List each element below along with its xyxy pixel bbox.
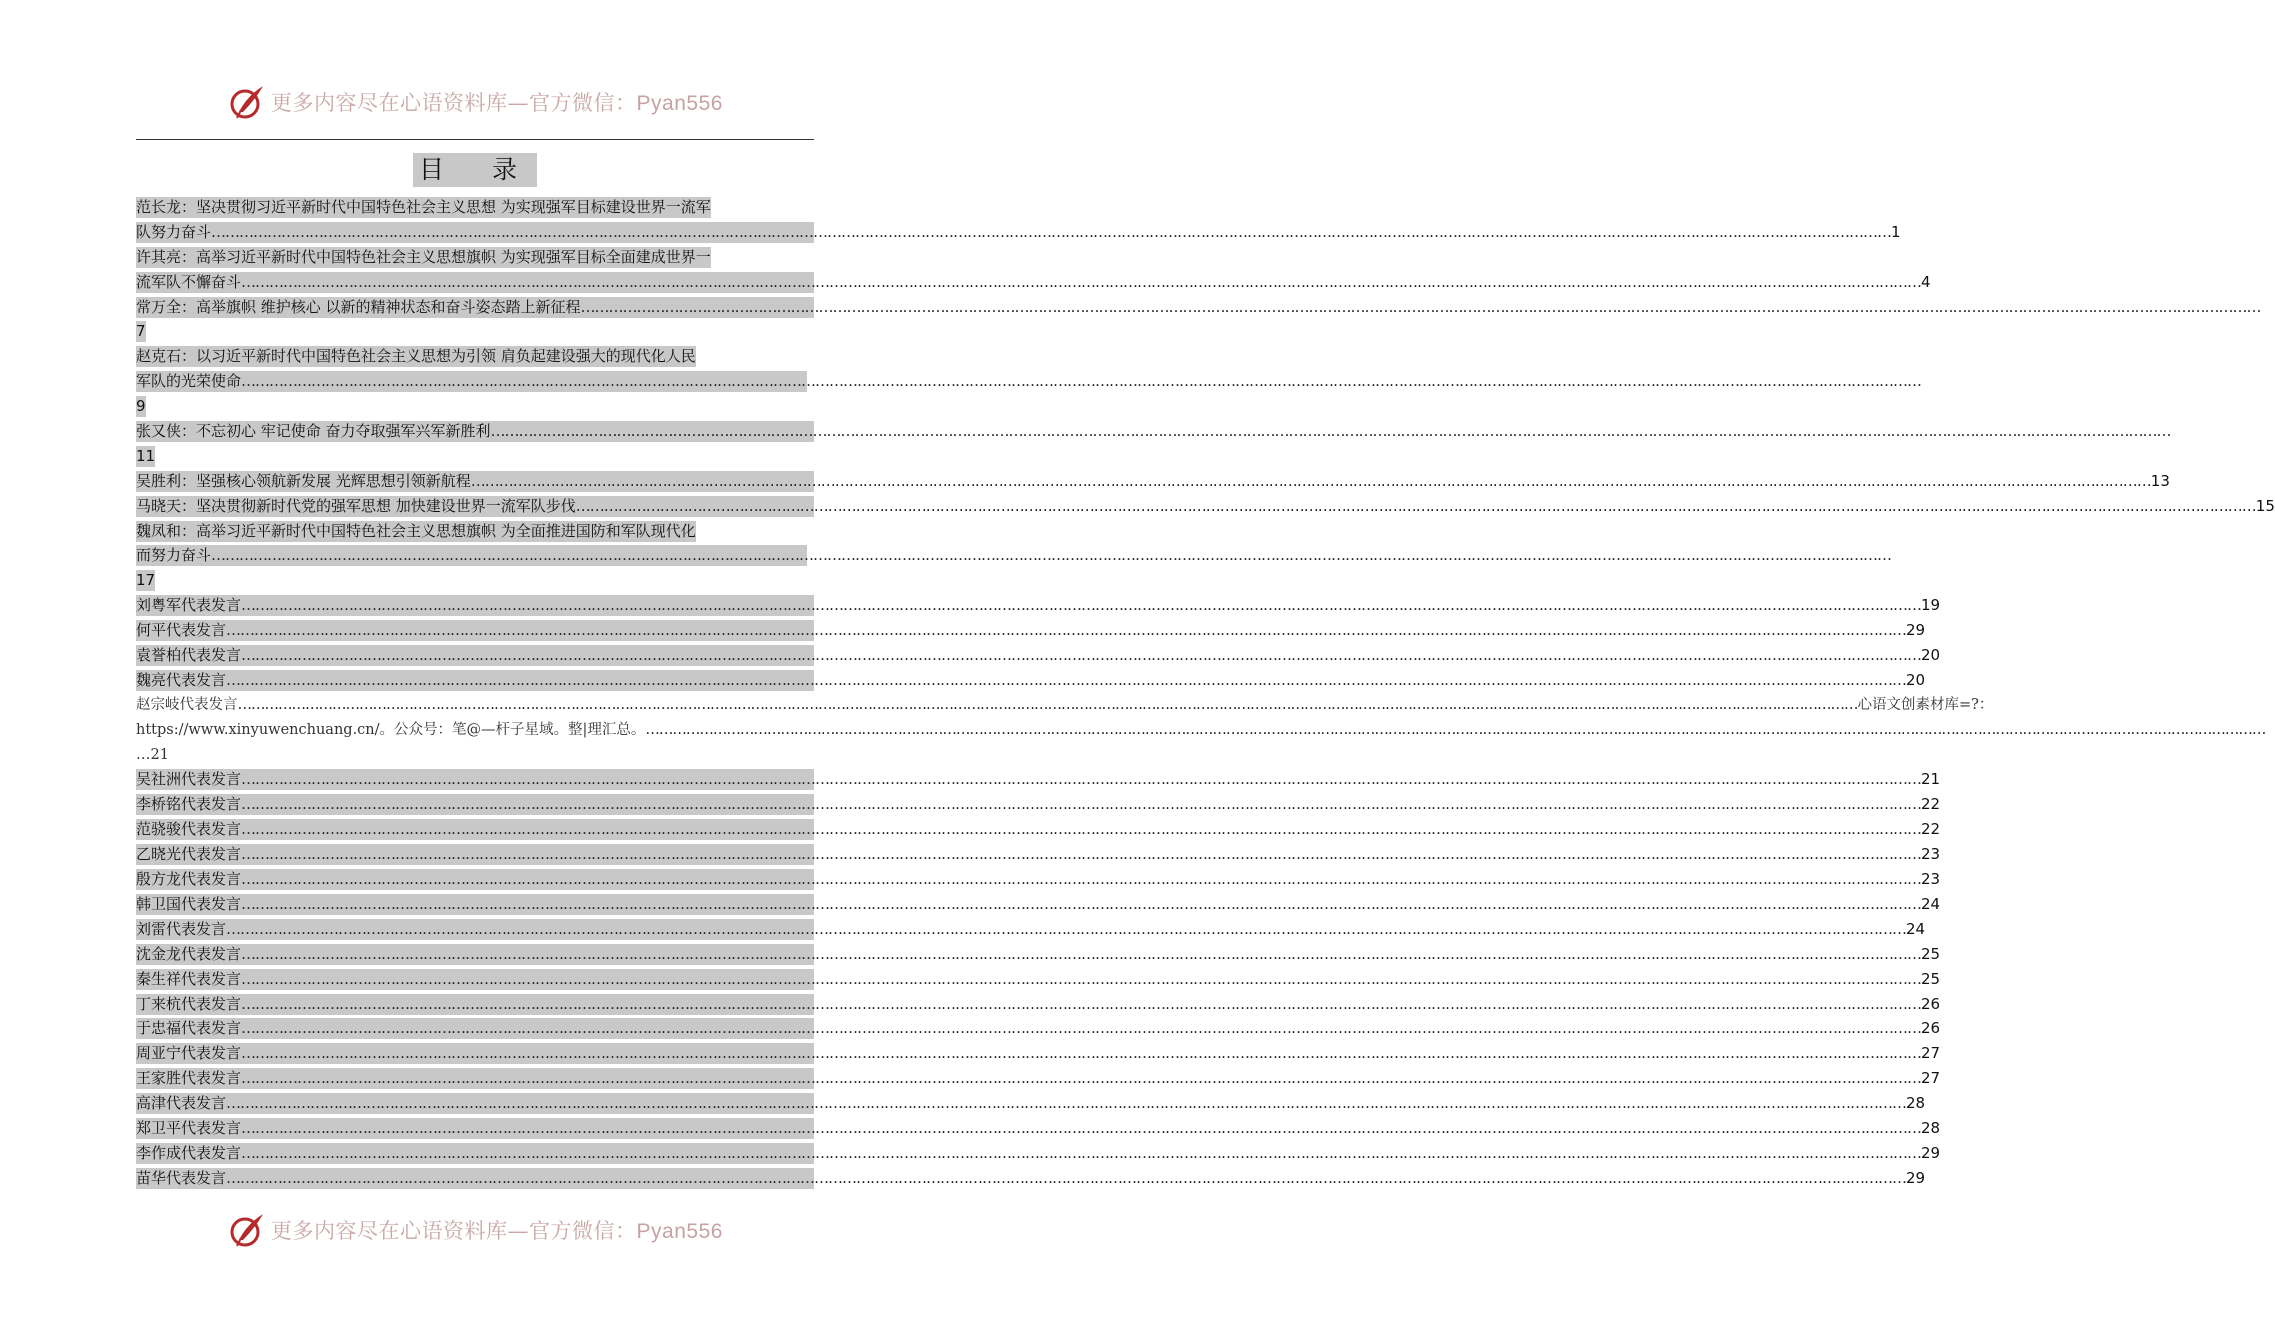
toc-entry-25[interactable] <box>136 1068 1941 1089</box>
toc-line[interactable] <box>136 270 1931 295</box>
toc-entry-21[interactable] <box>136 969 1941 990</box>
toc-entry-17[interactable] <box>136 869 1941 890</box>
toc-page-number[interactable]: 9 <box>136 397 146 416</box>
toc-line[interactable] <box>136 195 814 220</box>
toc-line[interactable] <box>136 643 1941 668</box>
toc-entry-label: 袁誉柏代表发言 <box>136 646 242 665</box>
toc-entry-label: 马晓天：坚决贯彻新时代党的强军思想 加快建设世界一流军队步伐 <box>136 496 576 515</box>
toc-entry-2[interactable] <box>136 297 2261 318</box>
toc-entry-3[interactable] <box>136 371 1922 392</box>
toc-entry-label: 何平代表发言 <box>136 621 227 640</box>
toc-line[interactable] <box>136 892 1941 917</box>
toc-entry-28[interactable] <box>136 1143 1941 1164</box>
leader-dots: ……………………………………………………………………………………………………………………………………………………………………………………………………………………………………………………………………………………………………………………………… <box>241 969 1922 988</box>
toc-entry-20[interactable] <box>136 944 1941 965</box>
toc-page-number: 20 <box>1921 646 1941 665</box>
toc-entry-label[interactable]: 范长龙：坚决贯彻习近平新时代中国特色社会主义思想 为实现强军目标建设世界一流军 <box>136 198 711 216</box>
toc-page-number: 29 <box>1906 621 1926 640</box>
toc-entry-label: 队努力奋斗 <box>136 222 212 241</box>
toc-entry-label: 流军队不懈奋斗 <box>136 272 242 291</box>
toc-page-number: 24 <box>1921 894 1941 913</box>
toc-entry-label[interactable]: 赵克石：以习近平新时代中国特色社会主义思想为引领 肩负起建设强大的现代化人民 <box>136 347 696 366</box>
leader-dots: … <box>136 746 151 763</box>
toc-line[interactable] <box>136 718 2266 743</box>
toc-entry-label: 王家胜代表发言 <box>136 1069 242 1088</box>
quill-logo-icon <box>227 82 267 122</box>
toc-page-number: 26 <box>1921 1019 1941 1038</box>
leader-dots: ……………………………………………………………………………………………………………………………………………………………………………………………………………………………………………………………………………………………………………………………… <box>241 1118 1922 1137</box>
toc-page-number[interactable]: 17 <box>136 571 156 590</box>
toc-entry-8[interactable] <box>136 595 1941 616</box>
toc-page-number: 29 <box>1921 1143 1941 1162</box>
toc-line[interactable] <box>136 1041 1941 1066</box>
toc-line[interactable] <box>136 519 814 544</box>
toc-line[interactable] <box>136 917 1926 942</box>
toc-entry-16[interactable] <box>136 844 1941 865</box>
toc-entry-15[interactable] <box>136 819 1941 840</box>
toc-entry-label: 李作成代表发言 <box>136 1143 242 1162</box>
banner-text: 更多内容尽在心语资料库—官方微信： <box>271 1219 637 1243</box>
table-of-contents <box>136 195 2275 1191</box>
toc-line[interactable] <box>136 668 1926 693</box>
leader-dots: ……………………………………………………………………………………………………………………………………………………………………………………………………………………………………………………………………………………………………………………………… <box>226 919 1907 938</box>
leader-dots: ……………………………………………………………………………………………………………………………………………………………………………………………………………………………………………………………………………………………………………………………… <box>645 721 2266 738</box>
toc-line[interactable] <box>136 967 1941 992</box>
toc-page-number: 22 <box>1921 820 1941 839</box>
toc-line[interactable] <box>136 1116 1941 1141</box>
leader-dots: ……………………………………………………………………………………………………………………………………………………………………………………………………………………………………………………………………………………………………………………………… <box>241 770 1922 789</box>
toc-line[interactable] <box>136 344 814 369</box>
toc-page-number: 1 <box>1891 222 1901 241</box>
toc-line[interactable] <box>136 568 814 593</box>
toc-entry-label: 郑卫平代表发言 <box>136 1118 242 1137</box>
toc-line[interactable] <box>136 767 1941 792</box>
leader-dots: ……………………………………………………………………………………………………………………………………………………………………………………………………………………………………………………………………………………………………………………………… <box>241 272 1922 291</box>
toc-page-number: 21 <box>150 746 169 763</box>
toc-entry-19[interactable] <box>136 919 1926 940</box>
leader-dots: ……………………………………………………………………………………………………………………………………………………………………………………………………………………………………………………………………………………………………………………………… <box>241 372 1922 391</box>
footer-banner <box>0 1210 950 1250</box>
source-note: 心语文创素材库=?： <box>1857 696 1994 713</box>
toc-entry-24[interactable] <box>136 1043 1941 1064</box>
toc-entry-label: 李桥铭代表发言 <box>136 795 242 814</box>
leader-dots: ……………………………………………………………………………………………………………………………………………………………………………………………………………………………………………………………………………………………………………………………… <box>211 546 1892 565</box>
toc-entry-26[interactable] <box>136 1093 1926 1114</box>
toc-entry-label: 刘雷代表发言 <box>136 919 227 938</box>
banner-wechat-id: Pyan556 <box>636 92 723 115</box>
leader-dots: ……………………………………………………………………………………………………………………………………………………………………………………………………………………………………………………………………………………………………………………………… <box>241 845 1922 864</box>
leader-dots: ……………………………………………………………………………………………………………………………………………………………………………………………………………………………………………………………………………………………………………………………… <box>580 297 2261 316</box>
toc-page-number[interactable]: 7 <box>136 322 146 341</box>
toc-line[interactable] <box>136 618 1926 643</box>
toc-entry-12[interactable] <box>136 693 1994 718</box>
header-banner <box>0 82 950 122</box>
leader-dots: ……………………………………………………………………………………………………………………………………………………………………………………………………………………………………………………………………………………………………………………………… <box>226 670 1907 689</box>
toc-entry-label: 赵宗岐代表发言 <box>136 696 238 713</box>
toc-line[interactable] <box>136 1016 1941 1041</box>
toc-page-number: 23 <box>1921 845 1941 864</box>
toc-entry-7[interactable] <box>136 545 1892 566</box>
toc-line[interactable] <box>136 842 1941 867</box>
toc-line[interactable] <box>136 693 1994 718</box>
leader-dots: ……………………………………………………………………………………………………………………………………………………………………………………………………………………………………………………………………………………………………………………………… <box>226 621 1907 640</box>
toc-entry-22[interactable] <box>136 994 1941 1015</box>
toc-entry-13[interactable] <box>136 769 1941 790</box>
toc-page-number: 20 <box>1906 670 1926 689</box>
toc-line[interactable] <box>136 220 1901 245</box>
toc-line[interactable] <box>136 1066 1941 1091</box>
toc-line[interactable] <box>136 494 2275 519</box>
toc-entry-label: 周亚宁代表发言 <box>136 1044 242 1063</box>
toc-page-number: 24 <box>1906 919 1926 938</box>
quill-logo-icon <box>227 1210 267 1250</box>
toc-page-number: 22 <box>1921 795 1941 814</box>
toc-line[interactable] <box>136 743 814 768</box>
source-url: https://www.xinyuwenchuang.cn/。公众号：笔@—杆子星域。整|理汇总。 <box>136 721 646 738</box>
leader-dots: ……………………………………………………………………………………………………………………………………………………………………………………………………………………………………………………………………………………………………………………………… <box>226 1094 1907 1113</box>
toc-line[interactable] <box>136 394 814 419</box>
toc-entry-18[interactable] <box>136 894 1941 915</box>
toc-entry-label: 范骁骏代表发言 <box>136 820 242 839</box>
toc-entry-label: 张又侠：不忘初心 牢记使命 奋力夺取强军兴军新胜利 <box>136 422 491 441</box>
toc-line[interactable] <box>136 1091 1926 1116</box>
leader-dots: ……………………………………………………………………………………………………………………………………………………………………………………………………………………………………………………………………………………………………………………………… <box>226 1168 1907 1187</box>
leader-dots: ……………………………………………………………………………………………………………………………………………………………………………………………………………………………………………………………………………………………………………………………… <box>211 222 1892 241</box>
leader-dots: ……………………………………………………………………………………………………………………………………………………………………………………………………………………………………………………………………………………………………………………………… <box>490 422 2171 441</box>
toc-page-number: 25 <box>1921 944 1941 963</box>
toc-line[interactable] <box>136 319 814 344</box>
toc-entry-29[interactable] <box>136 1168 1926 1189</box>
toc-entry-label: 军队的光荣使命 <box>136 372 242 391</box>
toc-page-number: 21 <box>1921 770 1941 789</box>
toc-entry-continuation <box>136 718 2266 743</box>
toc-line[interactable] <box>136 792 1941 817</box>
toc-entry-label: 高津代表发言 <box>136 1094 227 1113</box>
toc-entry-label: 沈金龙代表发言 <box>136 944 242 963</box>
toc-entry-4[interactable] <box>136 421 2171 442</box>
leader-dots: ……………………………………………………………………………………………………………………………………………………………………………………………………………………………………………………………………………………………………………………………… <box>241 870 1922 889</box>
toc-entry-label: 常万全：高举旗帜 维护核心 以新的精神状态和奋斗姿态踏上新征程 <box>136 297 581 316</box>
toc-page-number: 15 <box>2255 496 2275 515</box>
toc-entry-10[interactable] <box>136 645 1941 666</box>
toc-line[interactable] <box>136 295 2261 320</box>
leader-dots: ……………………………………………………………………………………………………………………………………………………………………………………………………………………………………………………………………………………………………………………………… <box>241 1044 1922 1063</box>
leader-dots: ……………………………………………………………………………………………………………………………………………………………………………………………………………………………………………………………………………………………………………………………… <box>241 1069 1922 1088</box>
toc-line[interactable] <box>136 817 1941 842</box>
toc-page-number: 19 <box>1921 596 1941 615</box>
toc-page-number: 28 <box>1906 1094 1926 1113</box>
toc-line[interactable] <box>136 593 1941 618</box>
leader-dots: ……………………………………………………………………………………………………………………………………………………………………………………………………………………………………………………………………………………………………………………………… <box>241 1143 1922 1162</box>
toc-line[interactable] <box>136 1141 1941 1166</box>
toc-entry-label: 苗华代表发言 <box>136 1168 227 1187</box>
leader-dots: ……………………………………………………………………………………………………………………………………………………………………………………………………………………………………………………………………………………………………………………………… <box>470 471 2151 490</box>
toc-entry-label: 而努力奋斗 <box>136 546 212 565</box>
leader-dots: ……………………………………………………………………………………………………………………………………………………………………………………………………………………………………………………………………………………………………………………………… <box>237 696 1858 713</box>
leader-dots: ……………………………………………………………………………………………………………………………………………………………………………………………………………………………………………………………………………………………………………………………… <box>241 646 1922 665</box>
toc-page-number: 27 <box>1921 1044 1941 1063</box>
toc-entry-9[interactable] <box>136 620 1926 641</box>
leader-dots: ……………………………………………………………………………………………………………………………………………………………………………………………………………………………………………………………………………………………………………………………… <box>575 496 2256 515</box>
toc-page-number: 23 <box>1921 870 1941 889</box>
toc-entry-label: 吴胜利：坚强核心领航新发展 光辉思想引领新航程 <box>136 471 471 490</box>
toc-page-number: 29 <box>1906 1168 1926 1187</box>
toc-line[interactable] <box>136 469 2170 494</box>
toc-entry-label: 丁来杭代表发言 <box>136 994 242 1013</box>
toc-entry-label: 秦生祥代表发言 <box>136 969 242 988</box>
toc-page-number: 26 <box>1921 994 1941 1013</box>
toc-line[interactable] <box>136 1166 1926 1191</box>
toc-page-number: 28 <box>1921 1118 1941 1137</box>
leader-dots: ……………………………………………………………………………………………………………………………………………………………………………………………………………………………………………………………………………………………………………………………… <box>241 795 1922 814</box>
toc-entry-5[interactable] <box>136 471 2170 492</box>
toc-entry-label: 于忠福代表发言 <box>136 1019 242 1038</box>
toc-entry-11[interactable] <box>136 670 1926 691</box>
toc-entry-label: 刘粤军代表发言 <box>136 596 242 615</box>
banner-wechat-id: Pyan556 <box>636 1220 723 1243</box>
toc-entry-27[interactable] <box>136 1118 1941 1139</box>
toc-line[interactable] <box>136 245 814 270</box>
toc-page-number: 27 <box>1921 1069 1941 1088</box>
leader-dots: ……………………………………………………………………………………………………………………………………………………………………………………………………………………………………………………………………………………………………………………………… <box>241 994 1922 1013</box>
header-rule <box>136 139 814 140</box>
toc-page-number: 25 <box>1921 969 1941 988</box>
toc-entry-6[interactable] <box>136 496 2275 517</box>
toc-line[interactable] <box>136 992 1941 1017</box>
toc-entry-14[interactable] <box>136 794 1941 815</box>
toc-entry-label: 吴社洲代表发言 <box>136 770 242 789</box>
toc-line[interactable] <box>136 369 1922 394</box>
toc-entry-23[interactable] <box>136 1018 1941 1039</box>
toc-entry-1[interactable] <box>136 272 1931 293</box>
leader-dots: ……………………………………………………………………………………………………………………………………………………………………………………………………………………………………………………………………………………………………………………………… <box>241 820 1922 839</box>
leader-dots: ……………………………………………………………………………………………………………………………………………………………………………………………………………………………………………………………………………………………………………………………… <box>241 944 1922 963</box>
toc-entry-0[interactable] <box>136 222 1901 243</box>
toc-entry-label: 魏亮代表发言 <box>136 670 227 689</box>
toc-entry-label[interactable]: 魏凤和：高举习近平新时代中国特色社会主义思想旗帜 为全面推进国防和军队现代化 <box>136 521 696 540</box>
banner-text: 更多内容尽在心语资料库—官方微信： <box>271 91 637 115</box>
toc-entry-label: 殷方龙代表发言 <box>136 870 242 889</box>
toc-line[interactable] <box>136 419 2171 444</box>
toc-line[interactable] <box>136 867 1941 892</box>
leader-dots: ……………………………………………………………………………………………………………………………………………………………………………………………………………………………………………………………………………………………………………………………… <box>241 1019 1922 1038</box>
toc-page-number: 4 <box>1921 272 1931 291</box>
toc-entry-label[interactable]: 许其亮：高举习近平新时代中国特色社会主义思想旗帜 为实现强军目标全面建成世界一 <box>136 247 711 266</box>
toc-entry-label: 乙晓光代表发言 <box>136 845 242 864</box>
toc-line[interactable] <box>136 543 1892 568</box>
toc-page-number[interactable]: 11 <box>136 446 156 465</box>
toc-line[interactable] <box>136 444 814 469</box>
toc-line[interactable] <box>136 942 1941 967</box>
leader-dots: ……………………………………………………………………………………………………………………………………………………………………………………………………………………………………………………………………………………………………………………………… <box>241 894 1922 913</box>
toc-page-number: 13 <box>2150 471 2170 490</box>
toc-title: 目 录 <box>0 153 950 187</box>
toc-entry-label: 韩卫国代表发言 <box>136 894 242 913</box>
leader-dots: ……………………………………………………………………………………………………………………………………………………………………………………………………………………………………………………………………………………………………………………………… <box>241 596 1922 615</box>
